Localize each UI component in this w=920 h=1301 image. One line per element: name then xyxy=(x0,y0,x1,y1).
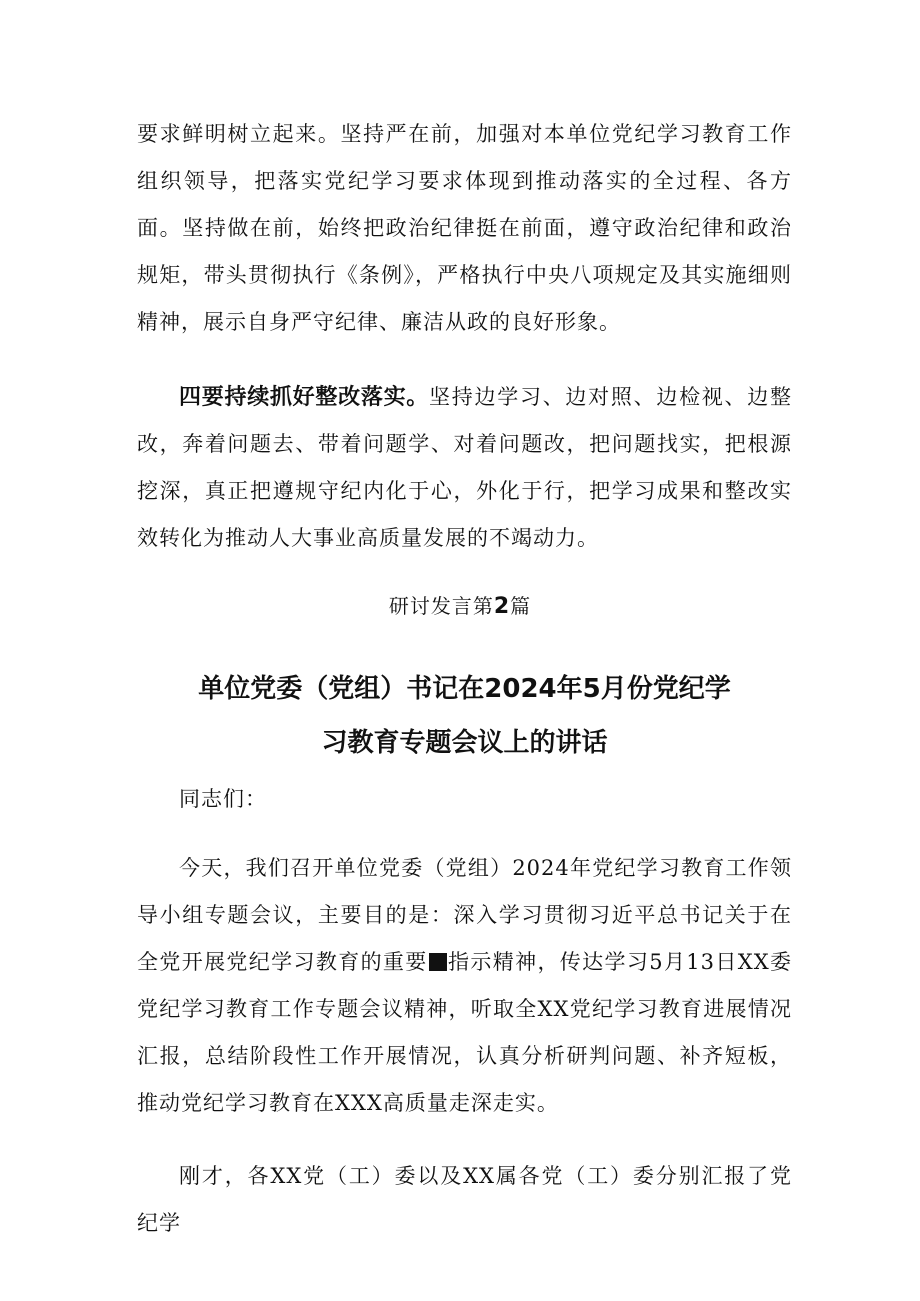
paragraph-body: 坚持边学习、边对照、边检视、边整改，奔着问题去、带着问题学、对着问题改，把问题找实，把根源挖深，真正把遵规守纪内化于心，外化于行，把学习成果和整改实效转化为推动人大事业高质量发展的不竭动力。 xyxy=(137,385,792,550)
section-label-suffix: 篇 xyxy=(510,594,532,618)
paragraph-lead-heading: 四要持续抓好整改落实。 xyxy=(179,385,430,410)
speech-title-line-2: 习教育专题会议上的讲话 xyxy=(321,728,608,758)
section-label-prefix: 研讨发言第 xyxy=(388,594,494,618)
paragraph-opening-part-1: 今天，我们召开单位党委（党组）2024年党纪学习教育工作领导小组专题会议，主要目的是：深入学习贯彻习近平总书记关于在全党开展党纪学习教育的重要 xyxy=(137,856,792,974)
paragraph-opening xyxy=(137,845,792,1127)
section-label-number: 2 xyxy=(493,594,511,619)
speech-title-line-1: 单位党委（党组）书记在2024年5月份党纪学 xyxy=(198,674,731,704)
salutation: 同志们： xyxy=(179,787,267,811)
paragraph-reports: 刚才，各XX党（工）委以及XX属各党（工）委分别汇报了党纪学 xyxy=(137,1164,792,1235)
speech-title xyxy=(137,662,792,770)
paragraph-rectification xyxy=(137,374,792,562)
redaction-square-icon xyxy=(429,953,447,971)
section-label xyxy=(0,588,920,625)
paragraph-opening-part-2: 指示精神，传达学习5月13日XX委党纪学习教育工作专题会议精神，听取全XX党纪学习教育进展情况汇报，总结阶段性工作开展情况，认真分析研判问题、补齐短板，推动党纪学习教育在XXX高质量走深走实。 xyxy=(137,950,793,1115)
paragraph-continuation: 要求鲜明树立起来。坚持严在前，加强对本单位党纪学习教育工作组织领导，把落实党纪学习要求体现到推动落实的全过程、各方面。坚持做在前，始终把政治纪律挺在前面，遵守政治纪律和政治规矩，带头贯彻执行《条例》，严格执行中央八项规定及其实施细则精神，展示自身严守纪律、廉洁从政的良好形象。 xyxy=(137,122,792,334)
